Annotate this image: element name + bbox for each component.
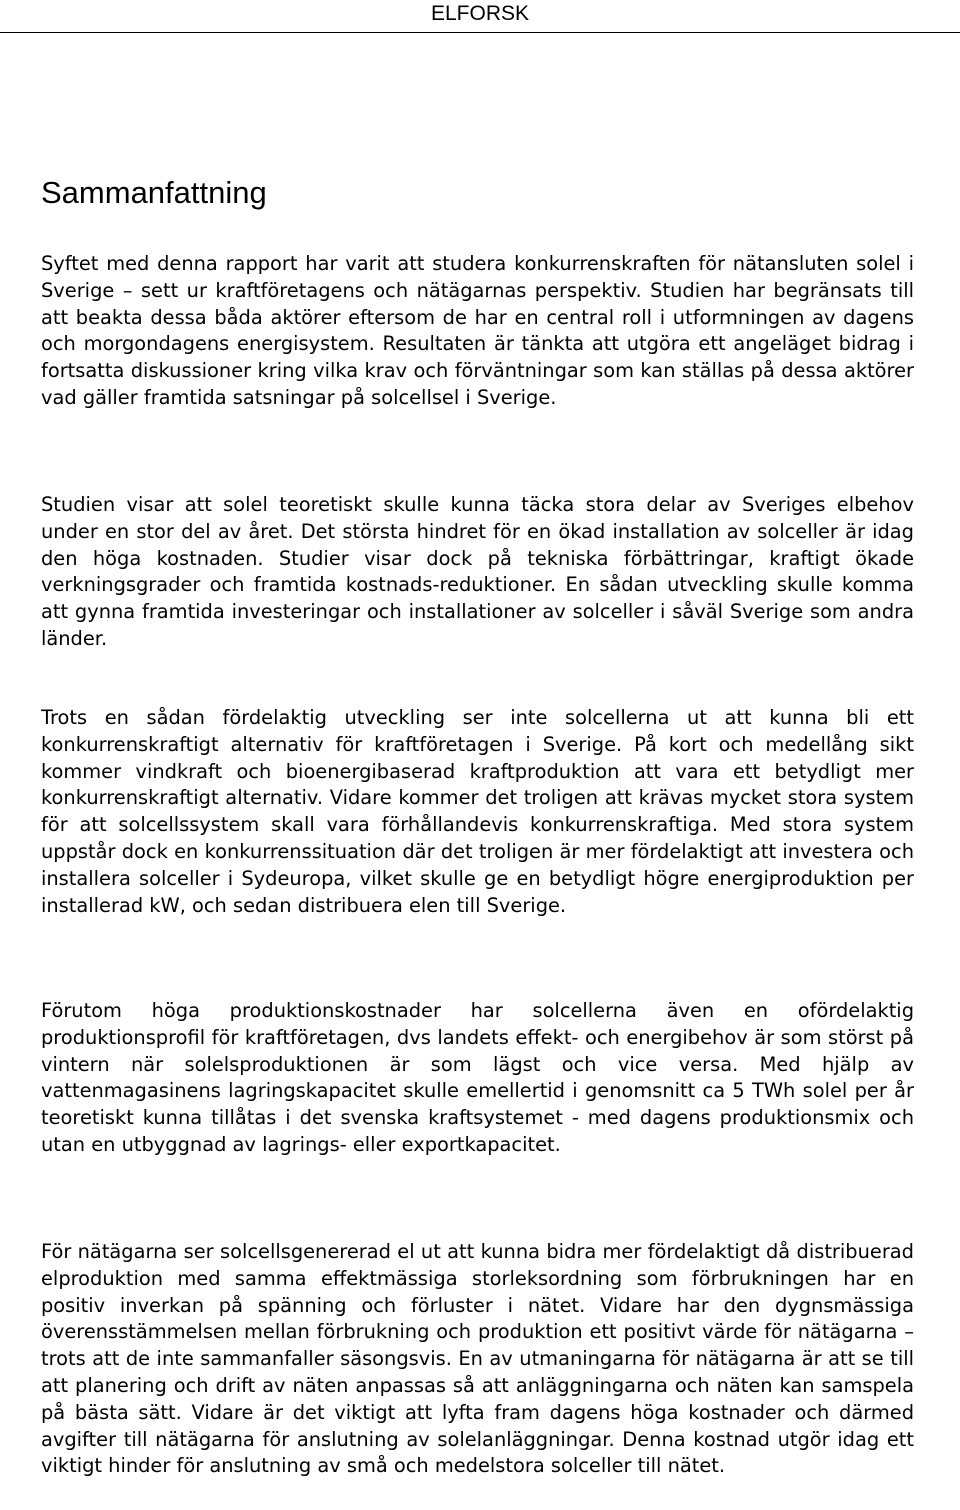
section-title: Sammanfattning [41,175,267,210]
body-paragraph: Studien visar att solel teoretiskt skulle kunna täcka stora delar av Sveriges elbehov under en stor del av året. Det största hindret för en ökad installation av solceller är idag den höga kostnaden. Studier visar dock på tekniska förbättringar, kraftigt ökade verkningsgrader och framtida kostnads-reduktioner. En sådan utveckling skulle komma att gynna framtida investeringar och installationer av solceller i såväl Sverige som andra länder. [41,493,914,650]
body-paragraph: Syftet med denna rapport har varit att studera konkurrenskraften för nätansluten solel i Sverige – sett ur kraftföretagens och nätägarnas perspektiv. Studien har begränsats till att beakta dessa båda aktörer eftersom de har en central roll i utformningen av dagens och morgondagens energisystem. Resultaten är tänkta att utgöra ett angeläget bidrag i fortsatta diskussioner kring vilka krav och förväntningar som kan ställas på dessa aktörer vad gäller framtida satsningar på solcellsel i Sverige. [41,252,914,409]
header-rule [0,32,960,33]
body-paragraph: Förutom höga produktionskostnader har solcellerna även en ofördelaktig produktionsprofil för kraftföretagen, dvs landets effekt- och energibehov är som störst på vintern när solelsproduktionen är som lägst och vice versa. Med hjälp av vattenmagasinens lagringskapacitet skulle emellertid i genomsnitt ca 5 TWh solel per år teoretiskt kunna tillåtas i det svenska kraftsystemet - med dagens produktionsmix och utan en utbyggnad av lagrings- eller exportkapacitet. [41,999,914,1156]
body-paragraph: För nätägarna ser solcellsgenererad el ut att kunna bidra mer fördelaktigt då distribuerad elproduktion med samma effektmässiga storleksordning som förbrukningen har en positiv inverkan på spänning och förluster i nätet. Vidare har den dygnsmässiga överensstämmelsen mellan förbrukning och produktion ett positivt värde för nätägarna – trots att de inte sammanfaller säsongsvis. En av utmaningarna för nätägarna är att se till att planering och drift av näten anpassas så att anläggningarna och näten kan samspela på bästa sätt. Vidare är det viktigt att lyfta fram dagens höga kostnader och därmed avgifter till nätägarna för anslutning av solelanläggningar. Denna kostnad utgör idag ett viktigt hinder för anslutning av små och medelstora solceller till nätet. [41,1240,914,1478]
running-header: ELFORSK [430,2,530,25]
body-paragraph: Trots en sådan fördelaktig utveckling ser inte solcellerna ut att kunna bli ett konkurrenskraftigt alternativ för kraftföretagen i Sverige. På kort och medellång sikt kommer vindkraft och bioenergibaserad kraftproduktion att vara ett betydligt mer konkurrenskraftigt alternativ. Vidare kommer det troligen att krävas mycket stora system för att solcellssystem skall vara förhållandevis konkurrenskraftiga. Med stora system uppstår dock en konkurrenssituation där det troligen är mer fördelaktigt att investera och installera solceller i Sydeuropa, vilket skulle ge en betydligt högre energiproduktion per installerad kW, och sedan distribuera elen till Sverige. [41,706,914,917]
